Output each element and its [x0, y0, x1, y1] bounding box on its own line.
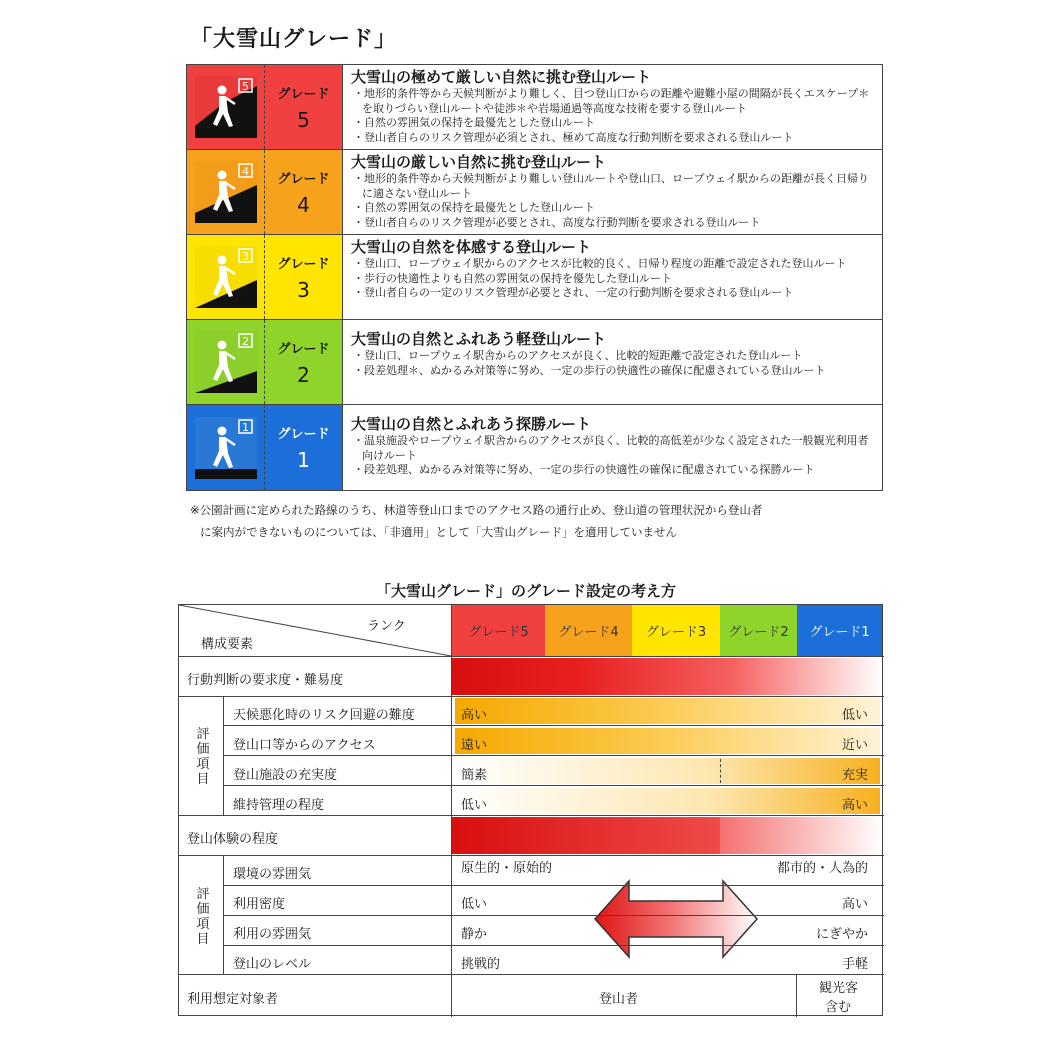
- grade-label: グレード: [277, 427, 330, 442]
- bar-action: [452, 658, 882, 695]
- table-rule: [179, 815, 884, 816]
- eval-left-value: 低い: [461, 798, 488, 813]
- eval-left-value: 遠い: [461, 738, 488, 753]
- grade-icon-cell: [187, 405, 265, 490]
- grade-row: [187, 235, 882, 320]
- grade-icon-cell: [187, 150, 265, 234]
- eval-item-name: 利用密度: [233, 897, 286, 912]
- row-action-label: 行動判断の要求度・難易度: [187, 673, 344, 688]
- svg-text:2: 2: [241, 335, 249, 348]
- table-rule: [179, 656, 884, 657]
- grade-description: [343, 65, 882, 149]
- grade-heading: 大雪山の自然とふれあう軽登山ルート: [351, 330, 607, 348]
- rank-header-cell: グレード3: [632, 605, 720, 656]
- eval-bar: [455, 728, 880, 754]
- eval-item-name: 登山のレベル: [233, 957, 312, 972]
- grade-bullet: ・ 段差処理、ぬかるみ対策等に努め、一定の歩行の快適性の確保に配慮されている探勝ルート: [351, 463, 874, 478]
- eval-left-value: 原生的・原始的: [461, 861, 553, 876]
- grade-row: [187, 320, 882, 405]
- grade-icon-cell: [187, 320, 265, 404]
- grade-bullet: ・ 温泉施設やロープウェイ駅舎からのアクセスが良く、比較的高低差が少なく設定された一般観光利用者向けルート: [351, 434, 874, 463]
- rank-header-cell: グレード1: [797, 605, 882, 656]
- grade-label: グレード: [277, 341, 330, 357]
- grade-description: [343, 150, 882, 234]
- grade-number: 1: [297, 448, 310, 472]
- concept-table: [178, 604, 883, 1016]
- grade-label: グレード: [277, 256, 330, 272]
- grade-bullet: ・ 歩行の快適性よりも自然の雰囲気の保持を優先した登山ルート: [351, 272, 874, 287]
- eval-right-value: 高い: [841, 798, 868, 813]
- table-rule: [223, 725, 884, 726]
- target-main: 登山者: [599, 992, 639, 1007]
- note-line-1: ※公園計画に定められた路線のうち、林道等登山口までのアクセス路の通行止め、登山道の管理状況から登山者: [190, 503, 763, 517]
- table-rule: [223, 915, 884, 916]
- grade-row: [187, 65, 882, 150]
- hiker-icon: [195, 246, 257, 308]
- table-rule: [223, 885, 884, 886]
- eval-right-value: 低い: [841, 708, 868, 723]
- main-title: 「大雪山グレード」: [190, 27, 398, 52]
- grade-description: [343, 320, 882, 404]
- eval-right-value: 近い: [841, 738, 868, 753]
- table-rule: [223, 696, 224, 815]
- grade-number: 5: [297, 107, 310, 132]
- table-rule: [179, 974, 884, 975]
- grade-bullet: ・ 登山口、ロープウェイ駅舎からのアクセスが良く、比較的短距離で設定された登山ルート: [351, 349, 874, 364]
- grade-description: [343, 405, 882, 490]
- grade-label-cell: [265, 405, 343, 490]
- grade-bullet: ・ 自然の雰囲気の保持を最優先とした登山ルート: [351, 116, 874, 131]
- grade-heading: 大雪山の極めて厳しい自然に挑む登山ルート: [351, 68, 652, 86]
- target-tourist-2: 含む: [825, 1000, 852, 1015]
- table-rule: [179, 855, 884, 856]
- eval-bar: [455, 698, 880, 724]
- eval-left-value: 高い: [461, 708, 488, 723]
- eval-left-value: 簡素: [461, 768, 488, 783]
- grade-number: 3: [297, 277, 310, 302]
- grade-number: 2: [297, 362, 310, 387]
- eval-item-name: 利用の雰囲気: [233, 927, 312, 942]
- grade-icon-cell: [187, 65, 265, 149]
- note-line-2: に案内ができないものについては、「非適用」として「大雪山グレード」を適用していません: [200, 525, 678, 539]
- table-rule: [451, 605, 452, 1017]
- svg-text:5: 5: [241, 80, 249, 93]
- row-experience-label: 登山体験の程度: [187, 832, 279, 847]
- table-rule: [223, 945, 884, 946]
- eval-right-value: 充実: [841, 768, 868, 783]
- grade-row: [187, 150, 882, 235]
- eval-right-value: 都市的・人為的: [776, 861, 868, 876]
- eval-right-value: 高い: [841, 897, 868, 912]
- corner-element-label: 構成要素: [201, 637, 254, 652]
- grade-table: [186, 64, 883, 491]
- eval-item-name: 環境の雰囲気: [233, 867, 312, 882]
- svg-text:1: 1: [241, 420, 249, 434]
- grade-description: [343, 235, 882, 319]
- grade-bullet: ・ 登山口、ロープウェイ駅からのアクセスが比較的良く、日帰り程度の距離で設定された登山ルート: [351, 257, 874, 272]
- hiker-icon: [195, 161, 257, 223]
- svg-text:3: 3: [241, 250, 249, 263]
- grade-label-cell: [265, 235, 343, 319]
- grade-heading: 大雪山の自然とふれあう探勝ルート: [351, 415, 592, 433]
- grade-bullet: ・ 登山者自らのリスク管理が必要とされ、高度な行動判断を要求される登山ルート: [351, 216, 874, 231]
- grade-label-cell: [265, 320, 343, 404]
- eval-item-name: 登山口等からのアクセス: [233, 738, 376, 753]
- grade-number: 4: [297, 192, 310, 217]
- table-rule: [796, 974, 797, 1017]
- eval-left-value: 静か: [461, 927, 488, 942]
- table-rule: [223, 855, 224, 974]
- target-label: 利用想定対象者: [187, 992, 279, 1007]
- grade-label: グレード: [277, 171, 330, 187]
- grade-icon-cell: [187, 235, 265, 319]
- grade-row: [187, 405, 882, 490]
- eval-item-name: 維持管理の程度: [233, 798, 325, 813]
- corner-rank-label: ランク: [367, 619, 406, 634]
- target-tourist-1: 観光客: [819, 981, 859, 996]
- eval-right-value: 手軽: [841, 957, 868, 972]
- eval-right-value: にぎやか: [815, 927, 868, 942]
- eval-bar: [455, 788, 880, 814]
- eval-label-1: 評 価 項 目: [196, 727, 210, 787]
- grade-bullet: ・ 地形的条件等から天候判断がより難しく、目つ登山口からの距離や避難小屋の間隔が長くエスケープ＊を取りづらい登山ルートや徒渉＊や岩場通過等高度な技術を要する登山ルート: [351, 87, 874, 116]
- concept-title: 「大雪山グレード」のグレード設定の考え方: [375, 582, 676, 600]
- grade-bullet: ・ 段差処理＊、ぬかるみ対策等に努め、一定の歩行の快適性の確保に配慮されている登山ルート: [351, 364, 874, 379]
- table-rule: [179, 696, 884, 697]
- grade-label: グレード: [277, 86, 330, 102]
- eval-left-value: 挑戦的: [461, 957, 501, 972]
- bar-experience-main: [452, 817, 720, 854]
- double-arrow-icon: [593, 877, 759, 961]
- hiker-icon: [195, 331, 257, 393]
- facility-divider: [720, 759, 721, 783]
- table-rule: [223, 755, 884, 756]
- eval-left-value: 低い: [461, 897, 488, 912]
- grade-label-cell: [265, 150, 343, 234]
- grade-heading: 大雪山の自然を体感する登山ルート: [351, 238, 592, 256]
- eval-bar: [455, 758, 880, 784]
- table-rule: [223, 785, 884, 786]
- grade-bullet: ・ 登山者自らのリスク管理が必須とされ、極めて高度な行動判断を要求される登山ルート: [351, 131, 874, 146]
- rank-header-cell: グレード5: [452, 605, 545, 656]
- hiker-icon: [195, 76, 257, 138]
- svg-text:4: 4: [241, 165, 249, 178]
- rank-header-cell: グレード2: [720, 605, 797, 656]
- eval-label-2: 評 価 項 目: [196, 887, 210, 947]
- bar-experience-light: [720, 817, 882, 854]
- grade-bullet: ・ 登山者自らの一定のリスク管理が必要とされ、一定の行動判断を要求される登山ルート: [351, 286, 874, 301]
- eval-item-name: 登山施設の充実度: [233, 768, 338, 783]
- grade-heading: 大雪山の厳しい自然に挑む登山ルート: [351, 153, 607, 171]
- grade-bullet: ・ 自然の雰囲気の保持を最優先とした登山ルート: [351, 201, 874, 216]
- grade-label-cell: [265, 65, 343, 149]
- eval-item-name: 天候悪化時のリスク回避の難度: [233, 708, 415, 723]
- hiker-icon: [195, 417, 257, 479]
- grade-bullet: ・ 地形的条件等から天候判断がより難しい登山ルートや登山口、ロープウェイ駅からの距離が長く日帰りに適さない登山ルート: [351, 172, 874, 201]
- rank-header-cell: グレード4: [545, 605, 632, 656]
